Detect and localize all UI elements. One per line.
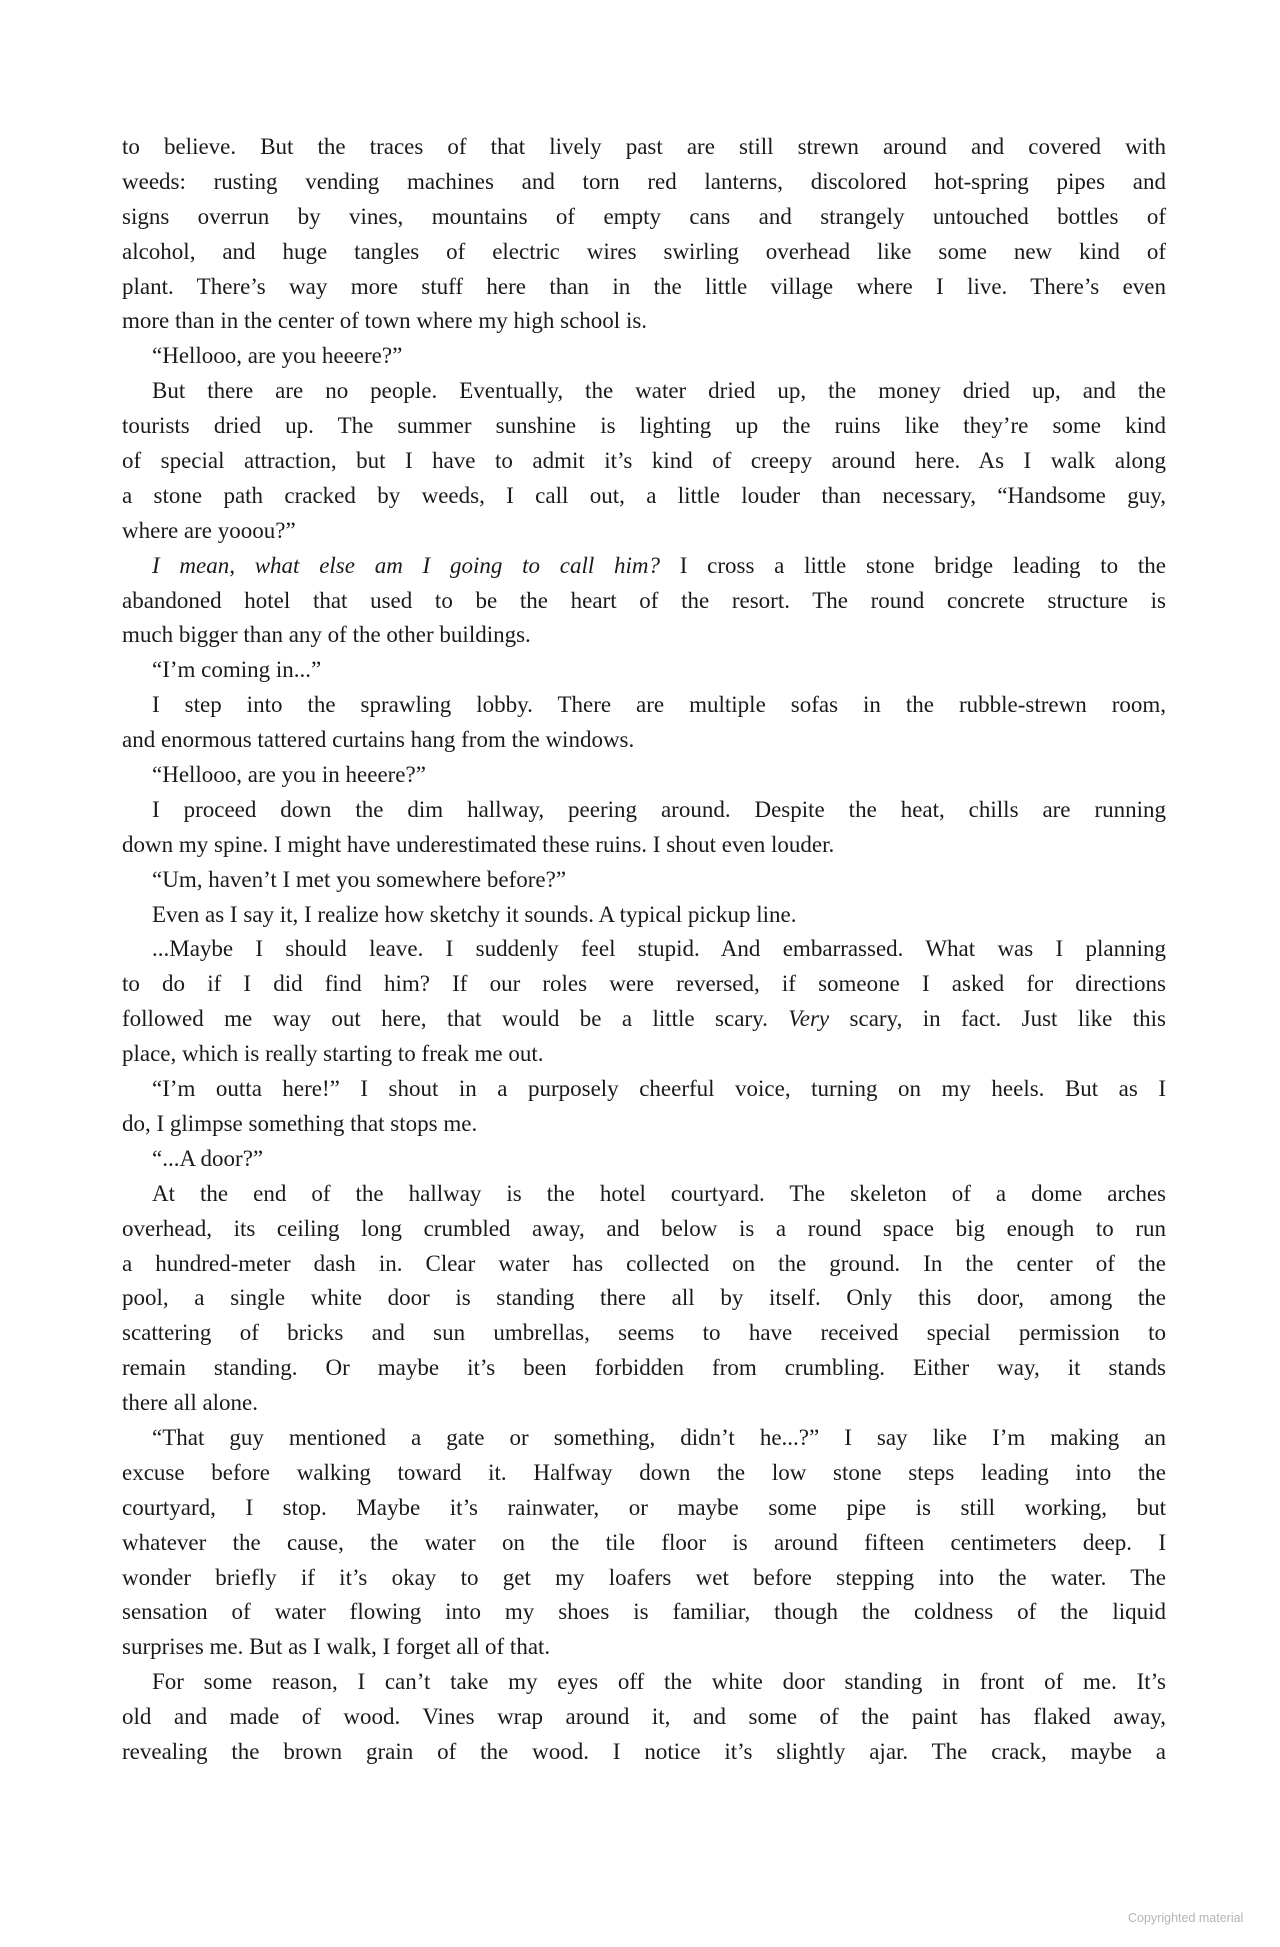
- text-line: [122, 1281, 1166, 1316]
- text-segment: revealing the brown grain of the wood. I notice it’s slightly ajar. The crack, maybe a: [122, 1738, 1166, 1764]
- text-line: [122, 235, 1166, 270]
- paragraph: [122, 653, 1166, 688]
- paragraph: [122, 1072, 1166, 1142]
- text-line: [122, 1421, 1166, 1456]
- text-line: [122, 1072, 1166, 1107]
- text-segment: tourists dried up. The summer sunshine is lighting up the ruins like they’re some kind: [122, 413, 1166, 439]
- text-segment: wonder briefly if it’s okay to get my loafers wet before stepping into the water. The: [122, 1564, 1166, 1590]
- text-segment: overhead, its ceiling long crumbled away, and below is a round space big enough to run: [122, 1215, 1166, 1241]
- text-line: [122, 618, 1166, 653]
- text-line: [122, 1665, 1166, 1700]
- text-line: [122, 514, 1166, 549]
- text-segment: signs overrun by vines, mountains of empty cans and strangely untouched bottles of: [122, 203, 1166, 229]
- text-segment: weeds: rusting vending machines and torn red lanterns, discolored hot-spring pipes and: [122, 168, 1166, 194]
- text-line: [122, 270, 1166, 305]
- text-line: [122, 1316, 1166, 1351]
- text-segment: do, I glimpse something that stops me.: [122, 1110, 478, 1136]
- paragraph: [122, 130, 1166, 339]
- paragraph: [122, 898, 1166, 933]
- text-segment: remain standing. Or maybe it’s been forbidden from crumbling. Either way, it stands: [122, 1355, 1166, 1381]
- text-line: [122, 1037, 1166, 1072]
- paragraph: [122, 1142, 1166, 1177]
- text-segment: a hundred-meter dash in. Clear water has collected on the ground. In the center of the: [122, 1250, 1166, 1276]
- text-segment: “I’m outta here!” I shout in a purposely cheerful voice, turning on my heels. But as I: [152, 1076, 1166, 1102]
- text-segment: “That guy mentioned a gate or something, didn’t he...?” I say like I’m making an: [152, 1424, 1166, 1450]
- text-segment: “Um, haven’t I met you somewhere before?”: [152, 866, 567, 892]
- text-segment: I proceed down the dim hallway, peering around. Despite the heat, chills are running: [152, 796, 1166, 822]
- text-line: [122, 653, 1166, 688]
- text-segment: surprises me. But as I walk, I forget all of that.: [122, 1634, 551, 1660]
- text-segment: place, which is really starting to freak me out.: [122, 1041, 544, 1067]
- text-segment: scary, in fact. Just like this: [829, 1006, 1166, 1032]
- text-line: [122, 165, 1166, 200]
- text-segment: followed me way out here, that would be a little scary.: [122, 1006, 789, 1032]
- text-line: [122, 863, 1166, 898]
- text-segment: scattering of bricks and sun umbrellas, seems to have received special permission to: [122, 1320, 1166, 1346]
- text-segment: I cross a little stone bridge leading to the: [659, 552, 1166, 578]
- text-line: [122, 1561, 1166, 1596]
- text-line: [122, 828, 1166, 863]
- text-segment: to do if I did find him? If our roles were reversed, if someone I asked for directions: [122, 971, 1166, 997]
- paragraph: [122, 1421, 1166, 1665]
- book-page-text: [122, 130, 1166, 1770]
- text-segment: a stone path cracked by weeds, I call out, a little louder than necessary, “Handsome guy,: [122, 482, 1166, 508]
- text-segment: plant. There’s way more stuff here than in the little village where I live. There’s even: [122, 273, 1166, 299]
- text-line: [122, 1735, 1166, 1770]
- text-line: [122, 1386, 1166, 1421]
- text-segment: “I’m coming in...”: [152, 657, 322, 683]
- text-line: [122, 932, 1166, 967]
- text-segment: of special attraction, but I have to admit it’s kind of creepy around here. As I walk along: [122, 448, 1166, 474]
- text-line: [122, 1247, 1166, 1282]
- text-line: [122, 1142, 1166, 1177]
- text-segment: Even as I say it, I realize how sketchy it sounds. A typical pickup line.: [152, 901, 797, 927]
- text-line: [122, 793, 1166, 828]
- text-segment: For some reason, I can’t take my eyes off the white door standing in front of me. It’s: [152, 1669, 1166, 1695]
- text-segment: “...A door?”: [152, 1145, 264, 1171]
- text-segment: At the end of the hallway is the hotel courtyard. The skeleton of a dome arches: [152, 1180, 1166, 1206]
- text-segment: more than in the center of town where my high school is.: [122, 308, 648, 334]
- text-line: [122, 200, 1166, 235]
- copyright-watermark: Copyrighted material: [1128, 1911, 1244, 1925]
- text-line: [122, 374, 1166, 409]
- text-segment: down my spine. I might have underestimated these ruins. I shout even louder.: [122, 831, 835, 857]
- text-line: [122, 409, 1166, 444]
- text-line: [122, 1351, 1166, 1386]
- text-segment: where are yooou?”: [122, 517, 296, 543]
- text-line: [122, 304, 1166, 339]
- text-line: [122, 967, 1166, 1002]
- text-segment: pool, a single white door is standing there all by itself. Only this door, among the: [122, 1285, 1166, 1311]
- paragraph: [122, 793, 1166, 863]
- text-line: [122, 723, 1166, 758]
- paragraph: [122, 1177, 1166, 1421]
- text-line: [122, 1107, 1166, 1142]
- text-segment: courtyard, I stop. Maybe it’s rainwater, or maybe some pipe is still working, but: [122, 1494, 1166, 1520]
- text-line: [122, 584, 1166, 619]
- paragraph: [122, 339, 1166, 374]
- text-line: [122, 1630, 1166, 1665]
- text-segment: old and made of wood. Vines wrap around it, and some of the paint has flaked away,: [122, 1704, 1166, 1730]
- text-line: [122, 1700, 1166, 1735]
- text-line: [122, 1526, 1166, 1561]
- paragraph: [122, 688, 1166, 758]
- text-segment: “Hellooo, are you heeere?”: [152, 343, 403, 369]
- text-segment: there all alone.: [122, 1390, 259, 1416]
- text-segment: whatever the cause, the water on the tile floor is around fifteen centimeters deep. I: [122, 1529, 1166, 1555]
- text-line: [122, 339, 1166, 374]
- paragraph: [122, 1665, 1166, 1770]
- text-line: [122, 1002, 1166, 1037]
- italic-text: Very: [788, 1006, 830, 1032]
- text-line: [122, 479, 1166, 514]
- text-segment: alcohol, and huge tangles of electric wires swirling overhead like some new kind of: [122, 238, 1166, 264]
- text-segment: sensation of water flowing into my shoes is familiar, though the coldness of the liquid: [122, 1599, 1166, 1625]
- text-segment: abandoned hotel that used to be the heart of the resort. The round concrete structure is: [122, 587, 1166, 613]
- text-line: [122, 549, 1166, 584]
- paragraph: [122, 758, 1166, 793]
- text-segment: But there are no people. Eventually, the water dried up, the money dried up, and the: [152, 378, 1166, 404]
- paragraph: [122, 932, 1166, 1072]
- text-segment: ...Maybe I should leave. I suddenly feel stupid. And embarrassed. What was I planning: [152, 936, 1166, 962]
- text-segment: to believe. But the traces of that lively past are still strewn around and covered with: [122, 134, 1166, 159]
- text-line: [122, 688, 1166, 723]
- italic-text: I mean, what else am I going to call him?: [152, 552, 660, 578]
- text-line: [122, 1456, 1166, 1491]
- text-segment: much bigger than any of the other buildings.: [122, 622, 531, 648]
- paragraph: [122, 863, 1166, 898]
- text-line: [122, 898, 1166, 933]
- text-line: [122, 1177, 1166, 1212]
- paragraph: [122, 374, 1166, 548]
- text-line: [122, 758, 1166, 793]
- text-segment: I step into the sprawling lobby. There are multiple sofas in the rubble-strewn room,: [152, 692, 1166, 718]
- text-line: [122, 1212, 1166, 1247]
- text-line: [122, 1595, 1166, 1630]
- text-segment: “Hellooo, are you in heeere?”: [152, 762, 426, 788]
- paragraph: [122, 549, 1166, 654]
- text-segment: and enormous tattered curtains hang from the windows.: [122, 727, 635, 753]
- text-segment: excuse before walking toward it. Halfway down the low stone steps leading into the: [122, 1459, 1166, 1485]
- text-line: [122, 444, 1166, 479]
- text-line: [122, 1491, 1166, 1526]
- text-line: [122, 130, 1166, 165]
